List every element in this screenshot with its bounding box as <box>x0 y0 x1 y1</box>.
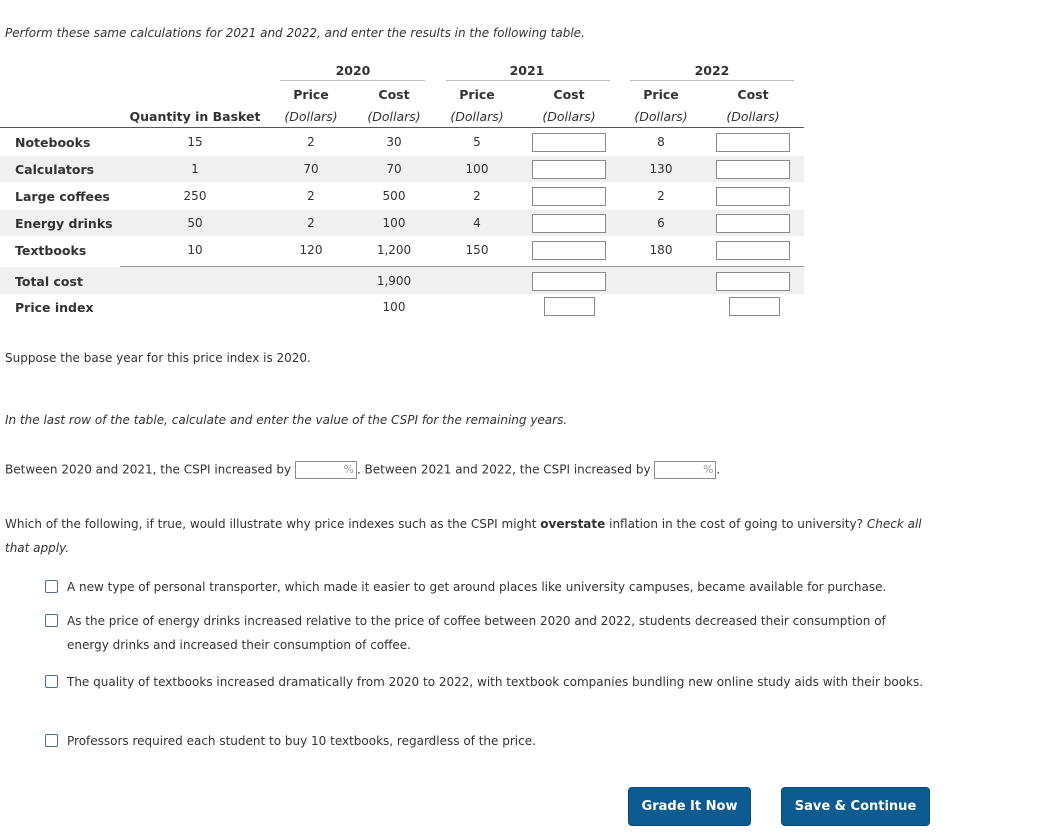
cost-cell: 70 <box>386 162 402 176</box>
quantity-cell: 15 <box>187 135 203 149</box>
cost-cell: 100 <box>382 216 406 230</box>
price-cell: 6 <box>657 216 665 230</box>
price-cell: 5 <box>473 135 481 149</box>
percent-2020-2021-input[interactable] <box>295 461 357 479</box>
question-text <box>5 512 945 560</box>
question-after: inflation in the cost of going to university? <box>609 517 864 531</box>
base-year-note: Suppose the base year for this price index is 2020. <box>5 351 311 365</box>
price-cell: 4 <box>473 216 481 230</box>
price-2020-header: Price <box>293 87 329 102</box>
row-label: Energy drinks <box>15 216 113 231</box>
percent-text-end: . <box>716 462 721 477</box>
quantity-cell: 1 <box>191 162 199 176</box>
grade-it-now-button[interactable]: Grade It Now <box>629 788 750 825</box>
table-row <box>0 237 804 263</box>
quantity-cell: 50 <box>187 216 203 230</box>
question-bold: overstate <box>540 517 606 531</box>
checkbox-icon[interactable] <box>45 580 58 593</box>
price-cell: 2 <box>307 189 315 203</box>
row-label: Notebooks <box>15 135 91 150</box>
option-label: A new type of personal transporter, which made it easier to get around places like university campuses, became available for purchase. <box>67 580 887 594</box>
unit-header: (Dollars) <box>726 109 780 124</box>
year-2021-header: 2021 <box>509 63 545 78</box>
cspi-instruction: In the last row of the table, calculate and enter the value of the CSPI for the remaining years. <box>5 413 568 427</box>
price-index-2021-input[interactable] <box>544 297 595 316</box>
cost-2021-header: Cost <box>553 87 585 102</box>
question-before: Which of the following, if true, would illustrate why price indexes such as the CSPI might <box>5 517 537 531</box>
instructions-text: Perform these same calculations for 2021 and 2022, and enter the results in the following table. <box>5 26 585 40</box>
total-cost-2021-input[interactable] <box>532 272 606 291</box>
price-cell: 150 <box>465 243 489 257</box>
unit-header: (Dollars) <box>284 109 338 124</box>
cost-2022-input[interactable] <box>716 160 790 179</box>
unit-header: (Dollars) <box>634 109 688 124</box>
table-row <box>0 156 804 182</box>
price-index-2020: 100 <box>382 300 406 314</box>
quantity-cell: 10 <box>187 243 203 257</box>
checkbox-icon[interactable] <box>45 675 58 688</box>
percent-text-1: Between 2020 and 2021, the CSPI increased by <box>5 462 292 477</box>
price-cell: 180 <box>649 243 673 257</box>
checkbox-icon[interactable] <box>45 614 58 627</box>
percent-text-2: . Between 2021 and 2022, the CSPI increased by <box>356 462 651 477</box>
price-cell: 2 <box>307 135 315 149</box>
row-label: Large coffees <box>15 189 110 204</box>
save-continue-button[interactable]: Save & Continue <box>782 788 929 825</box>
price-cell: 130 <box>649 162 673 176</box>
total-cost-2022-input[interactable] <box>716 272 790 291</box>
cost-2022-input[interactable] <box>716 187 790 206</box>
cost-2021-input[interactable] <box>532 214 606 233</box>
unit-header: (Dollars) <box>367 109 421 124</box>
quantity-header: Quantity in Basket <box>129 109 261 124</box>
percent-symbol: % <box>702 463 714 476</box>
option-label: As the price of energy drinks increased relative to the price of coffee between 2020 and 2022, students decreased their consumption of energy drinks and increased their consumption of coffee. <box>67 614 886 652</box>
price-cell: 8 <box>657 135 665 149</box>
table-row <box>0 183 804 209</box>
price-index-2022-input[interactable] <box>729 297 780 316</box>
price-2022-header: Price <box>643 87 679 102</box>
cost-2021-input[interactable] <box>532 133 606 152</box>
price-cell: 2 <box>657 189 665 203</box>
cost-2021-input[interactable] <box>532 241 606 260</box>
table-row <box>0 210 804 236</box>
price-cell: 2 <box>473 189 481 203</box>
year-2020-header: 2020 <box>335 63 371 78</box>
price-cell: 2 <box>307 216 315 230</box>
option-label: The quality of textbooks increased dramatically from 2020 to 2022, with textbook companies bundling new online study aids with their books. <box>67 675 924 689</box>
price-cell: 100 <box>465 162 489 176</box>
price-cell: 120 <box>299 243 323 257</box>
question-hint: Check all that apply. <box>5 517 922 555</box>
cost-2020-header: Cost <box>378 87 410 102</box>
row-label: Calculators <box>15 162 95 177</box>
table-row <box>0 129 804 155</box>
cost-2022-input[interactable] <box>716 214 790 233</box>
cost-cell: 30 <box>386 135 402 149</box>
price-cell: 70 <box>303 162 319 176</box>
percent-change-sentence <box>5 461 720 479</box>
row-label: Total cost <box>15 274 83 289</box>
row-label: Price index <box>15 300 94 315</box>
total-cost-row <box>0 267 804 294</box>
cspi-table <box>0 58 806 320</box>
price-index-row <box>0 294 804 320</box>
quantity-cell: 250 <box>183 189 207 203</box>
cost-2021-input[interactable] <box>532 160 606 179</box>
cost-2022-input[interactable] <box>716 241 790 260</box>
checkbox-icon[interactable] <box>45 734 58 747</box>
total-cost-2020: 1,900 <box>376 274 412 288</box>
price-2021-header: Price <box>459 87 495 102</box>
row-label: Textbooks <box>15 243 87 258</box>
cost-cell: 1,200 <box>376 243 412 257</box>
percent-2021-2022-input[interactable] <box>654 461 716 479</box>
percent-symbol: % <box>343 463 354 476</box>
cost-cell: 500 <box>382 189 406 203</box>
cost-2022-input[interactable] <box>716 133 790 152</box>
option-label: Professors required each student to buy 10 textbooks, regardless of the price. <box>67 734 536 748</box>
year-2022-header: 2022 <box>694 63 730 78</box>
cost-2021-input[interactable] <box>532 187 606 206</box>
cost-2022-header: Cost <box>737 87 769 102</box>
unit-header: (Dollars) <box>450 109 504 124</box>
unit-header: (Dollars) <box>542 109 596 124</box>
